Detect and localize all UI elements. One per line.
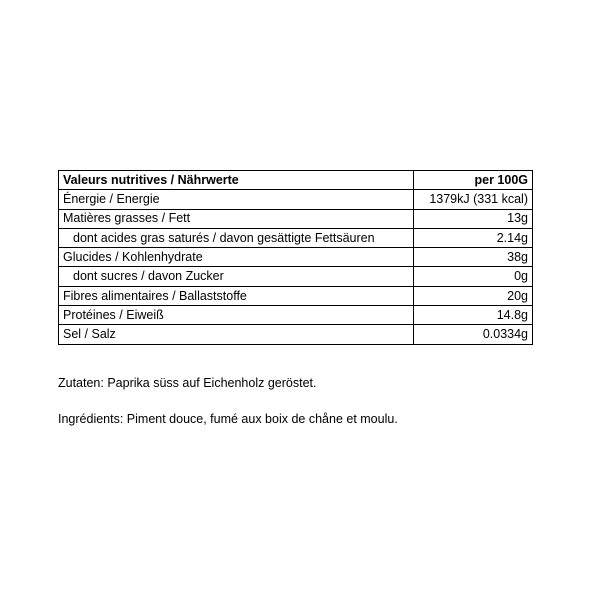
table-row-protein [59,306,533,325]
row-value: 1379kJ (331 kcal) [414,190,533,209]
header-label: Valeurs nutritives / Nährwerte [59,171,414,190]
row-label: Glucides / Kohlenhydrate [59,248,414,267]
nutrition-table [58,170,533,345]
row-value: 2.14g [414,228,533,247]
row-label: Sel / Salz [59,325,414,344]
row-label: dont acides gras saturés / davon gesättigte Fettsäuren [59,228,414,247]
table-row-salt [59,325,533,344]
ingredients-text: Ingrédients: Piment douce, fumé aux boix de chåne et moulu. [58,412,398,426]
table-row-sugars [59,267,533,286]
table-row-saturated-fat [59,228,533,247]
table-row-fibre [59,286,533,305]
header-value: per 100G [414,171,533,190]
row-value: 0g [414,267,533,286]
row-label: dont sucres / davon Zucker [59,267,414,286]
zutaten-text: Zutaten: Paprika süss auf Eichenholz geröstet. [58,376,317,390]
row-value: 20g [414,286,533,305]
row-label: Fibres alimentaires / Ballaststoffe [59,286,414,305]
row-value: 0.0334g [414,325,533,344]
row-value: 38g [414,248,533,267]
row-label: Matières grasses / Fett [59,209,414,228]
table-row-energy [59,190,533,209]
row-value: 13g [414,209,533,228]
row-label: Énergie / Energie [59,190,414,209]
row-value: 14.8g [414,306,533,325]
table-row-carbohydrates [59,248,533,267]
table-row-fat [59,209,533,228]
row-label: Protéines / Eiweiß [59,306,414,325]
table-header-row [59,171,533,190]
